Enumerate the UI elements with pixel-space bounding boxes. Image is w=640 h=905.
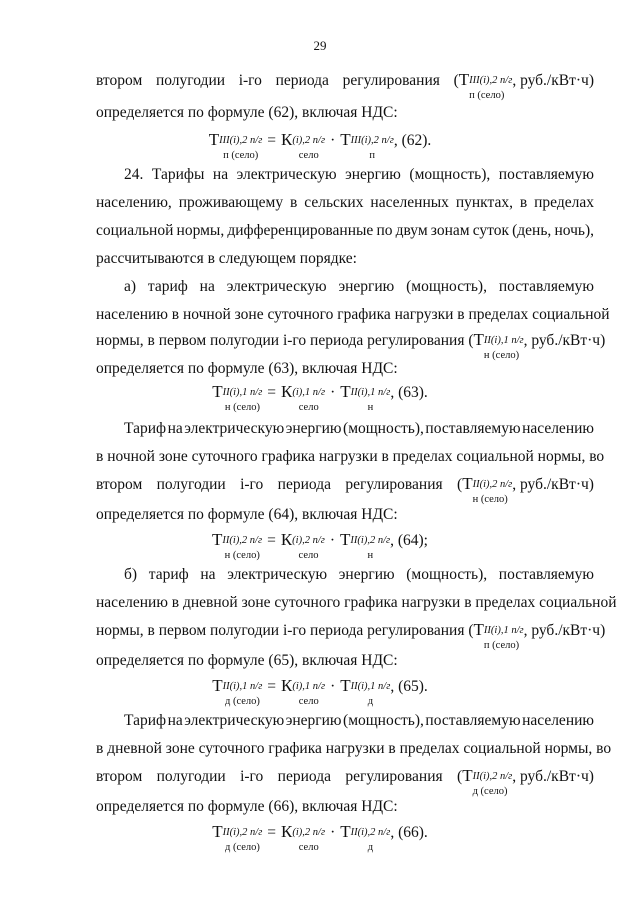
formula-number: , (63). <box>390 384 428 401</box>
tariff-symbol <box>462 766 512 795</box>
word: полугодии <box>155 72 226 89</box>
word: пределах <box>534 194 594 211</box>
symbol-base: Т <box>212 676 223 695</box>
symbol-scripts <box>292 681 326 707</box>
word: электрическую <box>184 420 285 437</box>
symbol-base: Т <box>212 382 223 401</box>
symbol-subscript: д <box>367 695 374 707</box>
word: по <box>376 222 393 239</box>
symbol-base: К <box>281 676 293 695</box>
symbol-scripts <box>222 535 263 561</box>
tariff-ref <box>454 70 594 99</box>
symbol-subscript: д (село) <box>472 785 508 797</box>
word: регулирования <box>345 768 443 785</box>
word: на <box>212 166 229 183</box>
text-line <box>96 620 606 651</box>
symbol-superscript: II(i),2 п/г <box>472 479 513 490</box>
symbol-scripts <box>222 681 263 707</box>
paren: ( <box>453 72 459 89</box>
tariff-symbol <box>212 822 262 851</box>
symbol-base: Т <box>340 822 351 841</box>
word: втором <box>96 72 143 89</box>
symbol-scripts <box>472 771 513 797</box>
word: зонам <box>430 222 470 239</box>
word: энергию <box>285 712 342 729</box>
multiply-dot: · <box>330 824 336 841</box>
symbol-subscript: н (село) <box>483 349 520 361</box>
symbol-base: К <box>280 530 293 549</box>
word: (мощность), <box>406 278 487 295</box>
word: (мощность), <box>343 420 424 437</box>
symbol-base: Т <box>473 620 484 639</box>
symbol-subscript: село <box>298 149 319 161</box>
unit: , руб./кВт·ч) <box>523 332 606 349</box>
symbol-scripts <box>483 335 524 361</box>
word: населению <box>522 712 594 729</box>
symbol-superscript: II(i),2 п/г <box>472 771 513 782</box>
symbol-scripts <box>350 827 391 853</box>
symbol-scripts <box>469 75 513 101</box>
paren: ( <box>468 622 474 639</box>
word: электрическую <box>184 712 285 729</box>
word: Тариф <box>124 420 167 437</box>
word: i-го <box>240 476 264 493</box>
symbol-subscript: д <box>367 841 374 853</box>
word: 24. <box>124 166 144 183</box>
symbol-superscript: II(i),1 п/г <box>483 625 524 636</box>
symbol-scripts <box>222 387 263 413</box>
word: (мощность), <box>409 166 491 183</box>
word: нормы, <box>176 222 225 239</box>
word: втором <box>96 476 143 493</box>
symbol-base: Т <box>208 130 220 149</box>
symbol-subscript: н <box>367 401 374 413</box>
word: (мощность), <box>343 712 424 729</box>
tariff-symbol <box>459 70 513 99</box>
formula-number: , (64); <box>390 532 428 549</box>
word: на <box>200 566 216 583</box>
symbol-superscript: II(i),2 п/г <box>350 827 391 838</box>
text-line: определяется по формуле (64), включая НДС: <box>96 506 398 523</box>
word: б) <box>124 566 138 583</box>
symbol-scripts <box>350 387 391 413</box>
tariff-symbol <box>340 822 390 851</box>
symbol-superscript: III(i),2 п/г <box>219 135 263 146</box>
symbol-base: Т <box>212 822 223 841</box>
text-line: в ночной зоне суточного графика нагрузки в пределах социальной нормы, во <box>96 448 605 465</box>
symbol-superscript: III(i),2 п/г <box>469 75 513 86</box>
symbol-base: К <box>281 130 293 149</box>
tariff-symbol <box>462 474 512 503</box>
text-line: определяется по формуле (63), включая НДС: <box>96 360 398 377</box>
formula-64 <box>0 530 640 559</box>
symbol-superscript: (i),1 п/г <box>292 387 326 398</box>
symbol-superscript: II(i),1 п/г <box>350 681 391 692</box>
word: электрическую <box>227 566 328 583</box>
word: i-го <box>240 768 264 785</box>
equals-sign: = <box>267 384 277 401</box>
text-line: населению в дневной зоне суточного графика нагрузки в пределах социальной <box>96 594 617 611</box>
symbol-subscript: село <box>298 401 319 413</box>
symbol-scripts <box>350 135 394 161</box>
word: поставляемую <box>425 712 521 729</box>
tariff-symbol <box>281 382 325 411</box>
word: населению, <box>96 194 172 211</box>
tariff-symbol <box>212 676 262 705</box>
symbol-superscript: (i),2 п/г <box>292 135 326 146</box>
symbol-scripts <box>292 535 325 561</box>
formula-63 <box>0 382 640 411</box>
word: в <box>519 194 528 211</box>
word: энергию <box>285 420 342 437</box>
text-line: определяется по формуле (62), включая НДС: <box>96 104 398 121</box>
word: периода <box>277 768 331 785</box>
word: двум <box>395 222 428 239</box>
tariff-symbol <box>340 130 394 159</box>
word: Тариф <box>124 712 167 729</box>
text-line: рассчитываются в следующем порядке: <box>96 250 357 267</box>
symbol-scripts <box>222 827 263 853</box>
word: поставляемую <box>498 278 594 295</box>
symbol-superscript: (i),1 п/г <box>292 681 326 692</box>
word: энергию <box>338 278 395 295</box>
formula-66 <box>0 822 640 851</box>
word: сельских <box>304 194 364 211</box>
word: электрическую <box>236 166 337 183</box>
word: регулирования <box>342 72 440 89</box>
tariff-symbol <box>281 530 325 559</box>
word: населению <box>522 420 594 437</box>
text-line <box>96 222 594 240</box>
formula-number: , (66). <box>390 824 428 841</box>
tariff-symbol <box>212 382 262 411</box>
symbol-subscript: п (село) <box>469 89 505 101</box>
tariff-symbol <box>212 530 262 559</box>
line-text: нормы, в первом полугодии i-го периода регулирования <box>96 332 465 349</box>
symbol-base: К <box>281 382 293 401</box>
text-line <box>96 70 594 99</box>
tariff-symbol <box>474 620 524 649</box>
word: тариф <box>147 278 188 295</box>
symbol-scripts <box>219 135 263 161</box>
word: в <box>290 194 298 211</box>
word: проживающему <box>178 194 284 211</box>
word: на <box>167 420 183 437</box>
word: втором <box>96 768 143 785</box>
word: периода <box>277 476 331 493</box>
text-line <box>96 474 594 503</box>
symbol-scripts <box>472 479 513 505</box>
word: регулирования <box>345 476 443 493</box>
paren: ( <box>457 476 463 493</box>
word: поставляемую <box>498 566 594 583</box>
text-line: населению в ночной зоне суточного графика нагрузки в пределах социальной <box>96 306 610 323</box>
symbol-superscript: (i),2 п/г <box>292 827 326 838</box>
page-number: 29 <box>313 38 327 53</box>
multiply-dot: · <box>330 384 336 401</box>
symbol-base: Т <box>212 530 223 549</box>
word: i-го <box>238 72 262 89</box>
text-line <box>124 278 594 296</box>
symbol-base: Т <box>340 530 351 549</box>
tariff-symbol <box>340 676 390 705</box>
symbol-subscript: село <box>298 841 319 853</box>
symbol-scripts <box>292 135 326 161</box>
tariff-ref <box>457 474 594 503</box>
symbol-base: Т <box>473 330 484 349</box>
symbol-base: Т <box>462 766 473 785</box>
text-line <box>124 566 594 584</box>
word: социальной <box>96 222 174 239</box>
word: полугодии <box>156 768 226 785</box>
symbol-base: Т <box>340 676 351 695</box>
word: поставляемую <box>498 166 594 183</box>
text-line <box>124 166 594 184</box>
symbol-superscript: II(i),1 п/г <box>483 335 524 346</box>
symbol-subscript: д (село) <box>225 695 260 707</box>
word: а) <box>124 278 137 295</box>
unit: , руб./кВт·ч) <box>512 72 594 89</box>
text-line <box>96 766 594 795</box>
symbol-superscript: III(i),2 п/г <box>350 135 394 146</box>
formula-number: , (65). <box>390 678 428 695</box>
symbol-subscript: н (село) <box>224 549 260 561</box>
word: энергию <box>338 566 395 583</box>
symbol-superscript: II(i),1 п/г <box>350 387 391 398</box>
symbol-subscript: н (село) <box>224 401 261 413</box>
word: электрическую <box>226 278 327 295</box>
symbol-subscript: село <box>298 549 319 561</box>
multiply-dot: · <box>329 532 336 549</box>
equals-sign: = <box>267 678 277 695</box>
formula-number: , (62). <box>393 132 432 149</box>
text-line: определяется по формуле (65), включая НДС: <box>96 652 398 669</box>
equals-sign: = <box>267 824 277 841</box>
symbol-superscript: II(i),1 п/г <box>222 681 263 692</box>
symbol-scripts <box>350 681 391 707</box>
symbol-subscript: н <box>367 549 374 561</box>
symbol-base: К <box>281 822 293 841</box>
paren: ( <box>457 768 463 785</box>
symbol-subscript: п <box>369 149 376 161</box>
text-line <box>96 330 606 361</box>
formula-62 <box>0 130 640 159</box>
symbol-subscript: п (село) <box>483 639 520 651</box>
word: полугодии <box>156 476 226 493</box>
text-line <box>96 194 594 212</box>
word: пунктах, <box>455 194 513 211</box>
text-line <box>124 420 594 438</box>
word: (день, <box>512 222 552 239</box>
tariff-symbol <box>281 130 325 159</box>
symbol-scripts <box>483 625 524 651</box>
word: дифференцированные <box>227 222 374 239</box>
symbol-subscript: п (село) <box>223 149 259 161</box>
equals-sign: = <box>267 532 276 549</box>
word: на <box>167 712 183 729</box>
symbol-subscript: д (село) <box>225 841 260 853</box>
unit: , руб./кВт·ч) <box>512 476 594 493</box>
formula-65 <box>0 676 640 705</box>
text-line: определяется по формуле (66), включая НДС: <box>96 798 398 815</box>
unit: , руб./кВт·ч) <box>523 622 606 639</box>
line-text: нормы, в первом полугодии i-го периода регулирования <box>96 622 465 639</box>
tariff-symbol <box>340 382 390 411</box>
word: на <box>199 278 215 295</box>
paren: ( <box>468 332 474 349</box>
symbol-scripts <box>292 387 326 413</box>
equals-sign: = <box>267 132 277 149</box>
tariff-ref <box>457 766 594 795</box>
unit: , руб./кВт·ч) <box>512 768 594 785</box>
word: суток <box>472 222 509 239</box>
word: поставляемую <box>425 420 521 437</box>
symbol-base: Т <box>340 382 351 401</box>
symbol-base: Т <box>462 474 473 493</box>
word: энергию <box>345 166 401 183</box>
symbol-scripts <box>350 535 391 561</box>
multiply-dot: · <box>330 132 336 149</box>
tariff-symbol <box>281 676 325 705</box>
text-line <box>124 712 594 730</box>
multiply-dot: · <box>330 678 336 695</box>
word: (мощность), <box>406 566 488 583</box>
symbol-base: Т <box>340 130 351 149</box>
word: Тарифы <box>151 166 205 183</box>
symbol-superscript: II(i),2 п/г <box>222 535 263 546</box>
tariff-symbol <box>340 530 390 559</box>
symbol-base: Т <box>458 70 470 89</box>
symbol-superscript: II(i),2 п/г <box>222 827 263 838</box>
tariff-symbol <box>281 822 325 851</box>
word: населенных <box>370 194 449 211</box>
text-line: в дневной зоне суточного графика нагрузки в пределах социальной нормы, во <box>96 740 612 757</box>
word: периода <box>275 72 329 89</box>
word: ночь), <box>554 222 594 239</box>
tariff-symbol <box>474 330 524 359</box>
symbol-superscript: II(i),2 п/г <box>350 535 391 546</box>
symbol-subscript: село <box>298 695 319 707</box>
word: тариф <box>148 566 189 583</box>
symbol-superscript: (i),2 п/г <box>292 535 325 546</box>
symbol-superscript: II(i),1 п/г <box>222 387 263 398</box>
symbol-scripts <box>292 827 326 853</box>
symbol-subscript: н (село) <box>472 493 508 505</box>
tariff-symbol <box>209 130 263 159</box>
